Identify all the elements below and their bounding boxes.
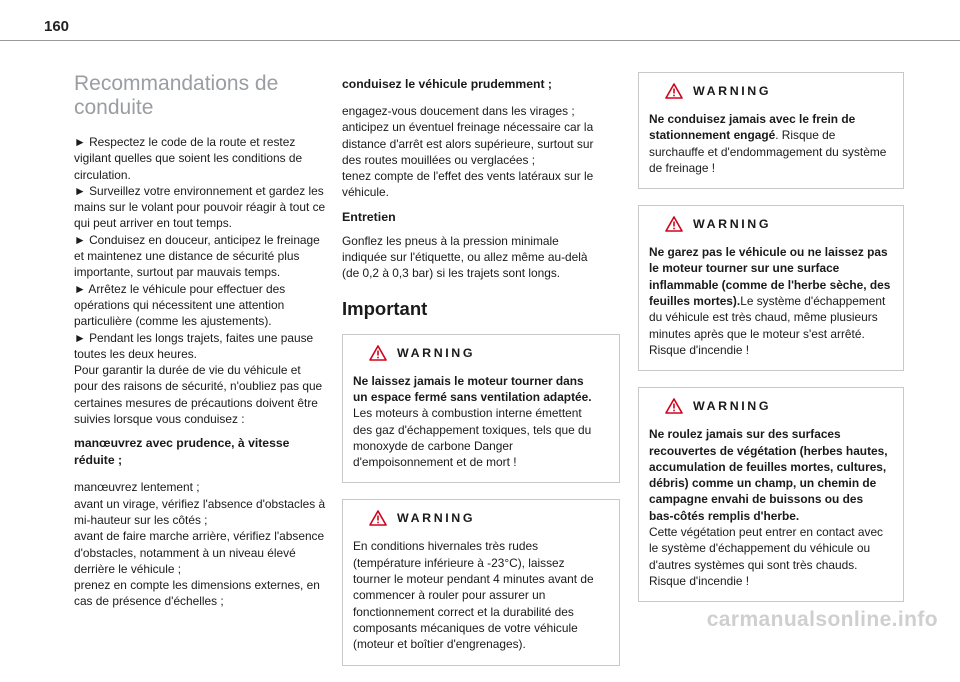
- warning-text: [353, 373, 609, 471]
- warning-box-parking-brake: [638, 72, 904, 189]
- intro-line: pour des raisons de sécurité, n'oubliez pas que: [74, 379, 323, 394]
- title-line-1: Recommandations de: [74, 72, 279, 95]
- manoeuvre-heading: [74, 435, 336, 469]
- manoeuvre-line: avant un virage, vérifiez l'absence d'obstacles à: [74, 496, 326, 511]
- intro-line: ► Surveillez votre environnement et gardez les: [74, 183, 324, 198]
- warning-bold-line: stationnement engagé: [649, 128, 776, 143]
- warning-line: de freinage !: [649, 160, 716, 175]
- prudence-line: engagez-vous doucement dans les virages ;: [342, 104, 575, 118]
- warning-bold-line: Ne conduisez jamais avec le frein de: [649, 112, 856, 126]
- prudence-line: des routes mouillées ou verglacées ;: [342, 152, 535, 167]
- warning-line: surchauffe et d'endommagement du système: [649, 144, 887, 159]
- warning-header: [649, 83, 893, 99]
- warning-box-flammable-surface: [638, 205, 904, 371]
- intro-line: certaines mesures de précautions doivent être: [74, 395, 318, 410]
- warning-triangle-icon: [665, 398, 683, 414]
- warning-bold-line: le moteur tourner sur une surface: [649, 261, 840, 276]
- manoeuvre-text: [74, 479, 336, 609]
- important-heading: Important: [342, 297, 428, 319]
- warning-triangle-icon: [665, 83, 683, 99]
- prudence-heading: conduisez le véhicule prudemment ;: [342, 77, 552, 91]
- warning-text: [353, 538, 609, 652]
- intro-line: ► Arrêtez le véhicule pour effectuer des: [74, 281, 286, 296]
- warning-triangle-icon: [369, 510, 387, 526]
- prudence-text: [342, 103, 620, 201]
- warning-bold-line: campagne envahi de buissons ou des: [649, 492, 864, 507]
- intro-line: ► Respectez le code de la route et restez: [74, 135, 296, 149]
- warning-line: fonctionnement correct et la durabilité des: [353, 604, 574, 619]
- intro-line: ► Pendant les longs trajets, faites une pause: [74, 330, 314, 345]
- warning-bold-line: feuilles mortes).: [649, 294, 741, 309]
- entretien-text: [342, 233, 620, 282]
- warning-bold-line: recouvertes de végétation (herbes hautes,: [649, 443, 888, 458]
- entretien-line: (de 0,2 à 0,3 bar) si les trajets sont longs.: [342, 266, 561, 281]
- warning-text: [649, 244, 893, 358]
- warning-line: monoxyde de carbone Danger: [353, 438, 513, 453]
- warning-header: [649, 398, 893, 414]
- warning-bold-line: bas-côtés remplis d'herbe.: [649, 508, 800, 523]
- warning-box-winter: [342, 499, 620, 665]
- intro-line: importante, surtout par mauvais temps.: [74, 265, 281, 280]
- intro-text: [74, 134, 336, 427]
- warning-bold-line: inflammable (comme de l'herbe sèche, des: [649, 277, 891, 292]
- warning-line: Cette végétation peut entrer en contact avec: [649, 525, 883, 540]
- intro-line: ► Conduisez en douceur, anticipez le freinage: [74, 232, 320, 247]
- entretien-line: Gonflez les pneus à la pression minimale: [342, 233, 559, 248]
- warning-line: des gaz d'échappement toxiques, tels que du: [353, 422, 592, 437]
- warning-label: WARNING: [693, 399, 772, 414]
- title-line-2: conduite: [74, 96, 154, 119]
- warning-label: WARNING: [693, 84, 772, 98]
- warning-line: Les moteurs à combustion interne émettent: [353, 406, 582, 421]
- warning-line: d'empoisonnement et de mort !: [353, 455, 517, 470]
- warning-line: commencer à rouler pour assurer un: [353, 588, 546, 603]
- warning-header: [353, 510, 609, 526]
- intro-line: vigilant quelles que soient les conditions de: [74, 151, 303, 166]
- warning-line: composants mécaniques de votre véhicule: [353, 620, 578, 635]
- column-right: [638, 72, 904, 618]
- warning-bold-line: accumulation de feuilles mortes, cultures,: [649, 459, 887, 474]
- warning-line: Risque d'incendie !: [649, 573, 750, 588]
- warning-line: le système d'échappement du véhicule ou: [649, 541, 871, 556]
- warning-triangle-icon: [665, 216, 683, 232]
- intro-line: Pour garantir la durée de vie du véhicule et: [74, 363, 301, 378]
- warning-bold-line: Ne laissez jamais le moteur tourner dans: [353, 373, 584, 388]
- intro-line: particulière (comme les ajustements).: [74, 314, 272, 329]
- top-divider: [0, 40, 960, 41]
- warning-line: tourner le moteur pendant 4 minutes avant de: [353, 572, 594, 587]
- prudence-line: véhicule.: [342, 185, 389, 200]
- warning-box-ventilation: [342, 334, 620, 484]
- prudence-line: anticipez un éventuel freinage nécessaire car la: [342, 120, 594, 135]
- entretien-heading: Entretien: [342, 209, 396, 224]
- watermark: carmanualsonline.info: [706, 608, 938, 631]
- entretien-line: indiquée sur l'étiquette, ou allez même au-delà: [342, 250, 588, 265]
- manoeuvre-line: cas de présence d'échelles ;: [74, 594, 224, 609]
- warning-line: minutes après que le moteur s'est arrêté.: [649, 326, 865, 341]
- warning-line: . Risque de: [775, 128, 836, 143]
- warning-bold-line: débris) comme un champ, un chemin de: [649, 476, 877, 491]
- warning-text: [649, 426, 893, 589]
- warning-bold-line: Ne garez pas le véhicule ou ne laissez pas: [649, 245, 888, 260]
- warning-bold-line: un espace fermé sans ventilation adaptée.: [353, 389, 592, 404]
- manoeuvre-heading-line-1: manœuvrez avec prudence, à vitesse: [74, 436, 290, 451]
- column-middle: [342, 76, 620, 682]
- warning-line: En conditions hivernales très rudes: [353, 539, 539, 554]
- manoeuvre-line: avant de faire marche arrière, vérifiez l'absence: [74, 529, 325, 544]
- warning-label: WARNING: [397, 345, 476, 360]
- warning-line: d'autres systèmes qui sont très chauds.: [649, 557, 858, 572]
- warning-header: [649, 216, 893, 232]
- warning-line: (moteur et boîtier d'engrenages).: [353, 637, 526, 652]
- warning-bold-line: Ne roulez jamais sur des surfaces: [649, 427, 841, 442]
- page-number: 160: [44, 18, 70, 35]
- intro-line: opérations qui nécessitent une attention: [74, 297, 285, 312]
- intro-line: toutes les deux heures.: [74, 346, 197, 361]
- intro-line: mains sur le volant pour pouvoir réagir à tout ce: [74, 200, 326, 215]
- warning-header: [353, 345, 609, 361]
- manoeuvre-line: mi-hauteur sur les côtés ;: [74, 512, 208, 527]
- manoeuvre-heading-line-2: réduite ;: [74, 453, 123, 468]
- prudence-line: distance d'arrêt est alors supérieure, surtout sur: [342, 136, 594, 151]
- warning-label: WARNING: [693, 217, 772, 232]
- warning-line: Risque d'incendie !: [649, 342, 750, 357]
- warning-text: [649, 111, 893, 176]
- manoeuvre-line: d'obstacles, notamment à un niveau élevé: [74, 545, 296, 560]
- manoeuvre-line: derrière le véhicule ;: [74, 561, 182, 576]
- warning-box-vegetation: [638, 387, 904, 602]
- intro-line: et maintenez une distance de sécurité plus: [74, 249, 300, 264]
- column-left: [74, 72, 336, 610]
- manoeuvre-line: prenez en compte les dimensions externes, en: [74, 578, 320, 593]
- warning-triangle-icon: [369, 345, 387, 361]
- warning-line: (température inférieure à -23°C), laissez: [353, 555, 565, 570]
- page-title: [74, 72, 336, 120]
- intro-line: circulation.: [74, 167, 131, 182]
- prudence-line: tenez compte de l'effet des vents latéraux sur le: [342, 169, 594, 184]
- intro-line: suivies lorsque vous conduisez :: [74, 412, 245, 427]
- intro-line: qui peut arriver en tout temps.: [74, 216, 232, 231]
- warning-line: Le système d'échappement: [740, 294, 886, 309]
- manoeuvre-line: manœuvrez lentement ;: [74, 480, 200, 495]
- warning-label: WARNING: [397, 511, 476, 526]
- warning-line: du véhicule est très chaud, même plusieurs: [649, 310, 878, 325]
